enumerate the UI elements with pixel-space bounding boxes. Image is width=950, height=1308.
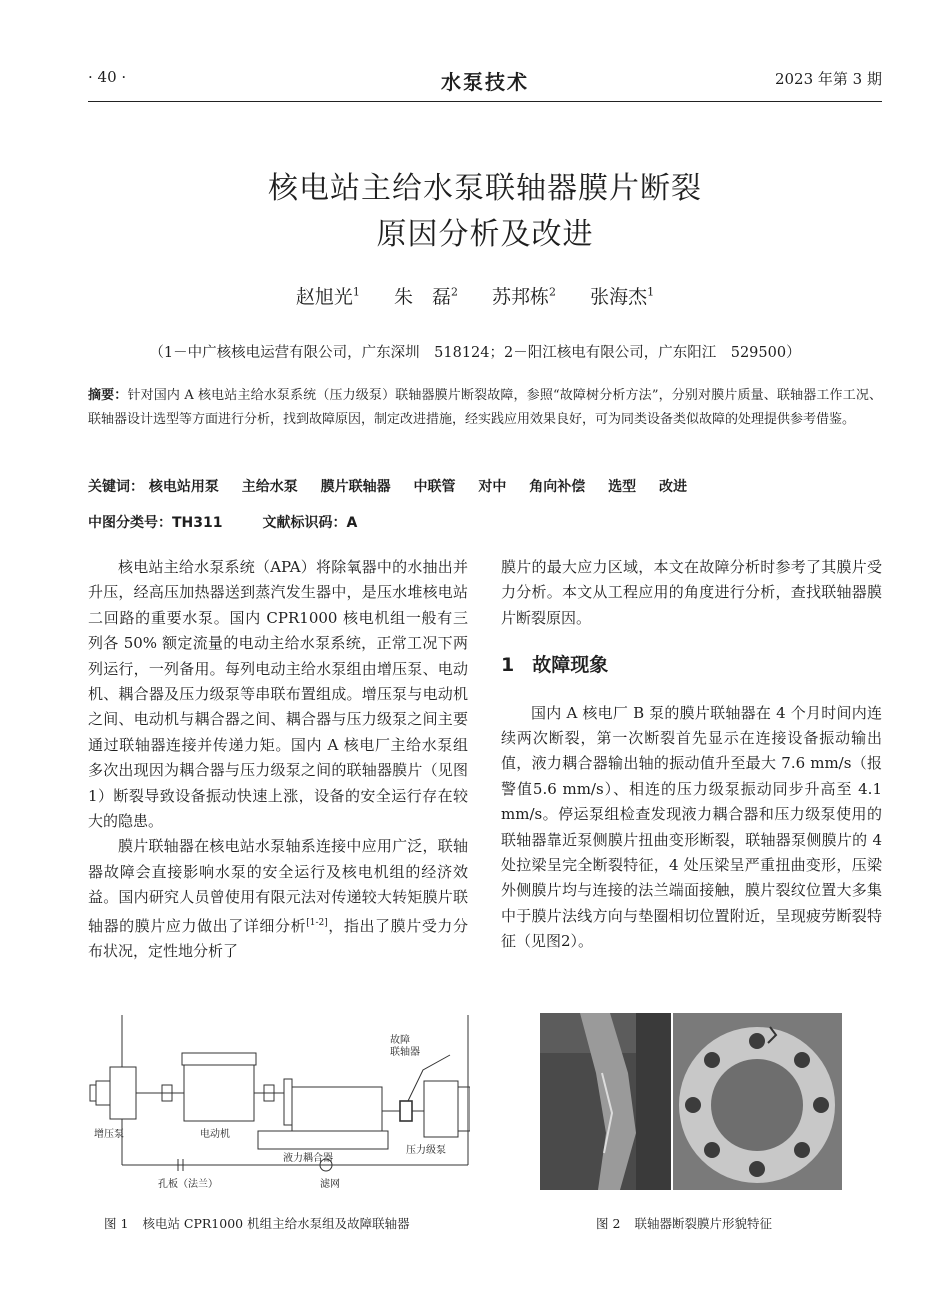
fault-leader xyxy=(408,1055,450,1101)
photo-right-diaphragm xyxy=(673,1013,842,1190)
booster-pump-cap xyxy=(90,1085,96,1101)
keyword: 角向补偿 xyxy=(529,479,586,495)
journal-title: 水泵技术 xyxy=(441,70,529,94)
label-coupler: 液力耦合器 xyxy=(283,1153,333,1164)
paragraph: 膜片的最大应力区域，本文在故障分析时参考了其膜片受力分析。本文从工程应用的角度进行分析，查找联轴器膜片断裂原因。 xyxy=(501,558,882,627)
author: 苏邦栋$^2$ xyxy=(492,285,557,308)
label-booster-pump: 增压泵 xyxy=(94,1129,124,1140)
label-fault-1: 故障 xyxy=(390,1035,410,1046)
hydraulic-coupler xyxy=(292,1087,382,1131)
clc-code: TH311 xyxy=(172,515,223,531)
article-title xyxy=(88,166,882,258)
affiliation: （1－中广核核电运营有限公司，广东深圳 518124；2－阳江核电有限公司，广东阳江 529500） xyxy=(149,345,801,361)
motor-top xyxy=(182,1053,256,1065)
keyword: 主给水泵 xyxy=(241,479,298,495)
coupler-base xyxy=(258,1131,388,1149)
citation: [1-2] xyxy=(306,917,328,928)
clc-label: 中图分类号： xyxy=(88,515,172,531)
paragraph: 膜片联轴器在核电站水泵轴系连接中应用广泛，联轴器故障会直接影响水泵的安全运行及核电机组的经济效益。国内研究人员曾使用有限元法对传递较大转矩膜片联轴器的膜片应力做出了详细分析[1-2]，指出了膜片受力分布状况，定性地分析了 xyxy=(88,837,468,961)
abstract-label: 摘要： xyxy=(88,388,128,403)
booster-pump xyxy=(110,1067,136,1119)
label-orifice: 孔板（法兰） xyxy=(158,1179,218,1190)
label-filter: 滤网 xyxy=(320,1179,340,1190)
keywords xyxy=(88,476,882,496)
keyword: 选型 xyxy=(608,479,637,495)
keyword: 膜片联轴器 xyxy=(320,479,391,495)
keyword: 改进 xyxy=(659,479,687,495)
author: 朱 磊$^2$ xyxy=(393,285,458,308)
keyword: 对中 xyxy=(478,479,507,495)
page-header xyxy=(88,66,882,94)
classification xyxy=(88,512,357,532)
doc-code: A xyxy=(346,515,358,531)
figure-1-caption: 图 1 核电站 CPR1000 机组主给水泵组及故障联轴器 xyxy=(104,1216,410,1231)
paragraph: 核电站主给水泵系统（APA）将除氧器中的水抽出并升压，经高压加热器送到蒸汽发生器中，是压水堆核电站二回路的重要水泵。国内 CPR1000 核电机组一般有三列各 50% 额定流量的电动主给水泵系统，正常工况下两列运行，一列备用。每列电动主给水泵组由增压泵、电动机、耦合器及压力级泵等串联布置组成。增压泵与电动机之间、电动机与耦合器之间、耦合器与压力级泵之间主要通过联轴器连接并传递力矩。国内 A 核电厂主给水泵组多次出现因为耦合器与压力级泵之间的联轴器膜片（见图1）断裂导致设备振动快速上涨，设备的安全运行存在较大的隐患。 xyxy=(88,558,468,831)
label-fault-2: 联轴器 xyxy=(390,1047,420,1058)
coupler-flange xyxy=(284,1079,292,1125)
author-list xyxy=(0,282,950,309)
issue-label: 2023 年第 3 期 xyxy=(774,70,882,88)
photo-left-fracture xyxy=(540,1013,671,1190)
pressure-stage-pump xyxy=(424,1081,458,1137)
author: 赵旭光$^1$ xyxy=(295,285,360,308)
label-motor: 电动机 xyxy=(200,1129,230,1140)
title-line-2: 原因分析及改进 xyxy=(376,217,594,252)
keyword: 核电站用泵 xyxy=(148,479,219,495)
paragraph: 国内 A 核电厂 B 泵的膜片联轴器在 4 个月时间内连续两次断裂，第一次断裂首先显示在连接设备振动输出值，液力耦合器输出轴的振动值升至最大 7.6 mm/s（报警值5.6 mm/s）、相连的压力级泵振动同步升高至 4.1 mm/s。停运泵组检查发现液力耦合器和压力级泵使用的联轴器靠近泵侧膜片扭曲变形断裂，联轴器泵侧膜片的 4 处拉梁呈完全断裂特征，4 处压梁呈严重扭曲变形，压梁外侧膜片均与连接的法兰端面接触，膜片裂纹位置大多集中于膜片法线方向与垫圈相切位置附近，呈现疲劳断裂特征（见图2）。 xyxy=(501,703,882,951)
booster-pump-end xyxy=(96,1081,110,1105)
header-rule xyxy=(88,101,882,102)
keyword: 中联管 xyxy=(413,479,456,495)
faulty-coupling xyxy=(400,1101,412,1121)
author: 张海杰$^1$ xyxy=(590,285,655,308)
figure-1-pump-schematic xyxy=(88,1015,470,1195)
keywords-label: 关键词： xyxy=(88,479,144,495)
motor xyxy=(184,1065,254,1121)
abstract xyxy=(88,384,882,431)
doc-code-label: 文献标识码： xyxy=(262,515,347,531)
page-number: · 40 · xyxy=(88,68,127,86)
body-column-left xyxy=(88,555,468,965)
title-line-1: 核电站主给水泵联轴器膜片断裂 xyxy=(268,171,702,206)
section-heading: 1 故障现象 xyxy=(501,654,609,677)
figure-2-caption: 图 2 联轴器断裂膜片形貌特征 xyxy=(596,1216,772,1231)
label-pressure-pump: 压力级泵 xyxy=(406,1145,446,1156)
abstract-text: 针对国内 A 核电站主给水泵系统（压力级泵）联轴器膜片断裂故障，参照“故障树分析方法”，分别对膜片质量、联轴器工作工况、联轴器设计选型等方面进行分析，找到故障原因，制定改进措施，经实践应用效果良好，可为同类设备类似故障的处理提供参考借鉴。 xyxy=(88,388,882,427)
figure-2-photos xyxy=(540,1013,842,1190)
body-column-right xyxy=(501,555,882,955)
